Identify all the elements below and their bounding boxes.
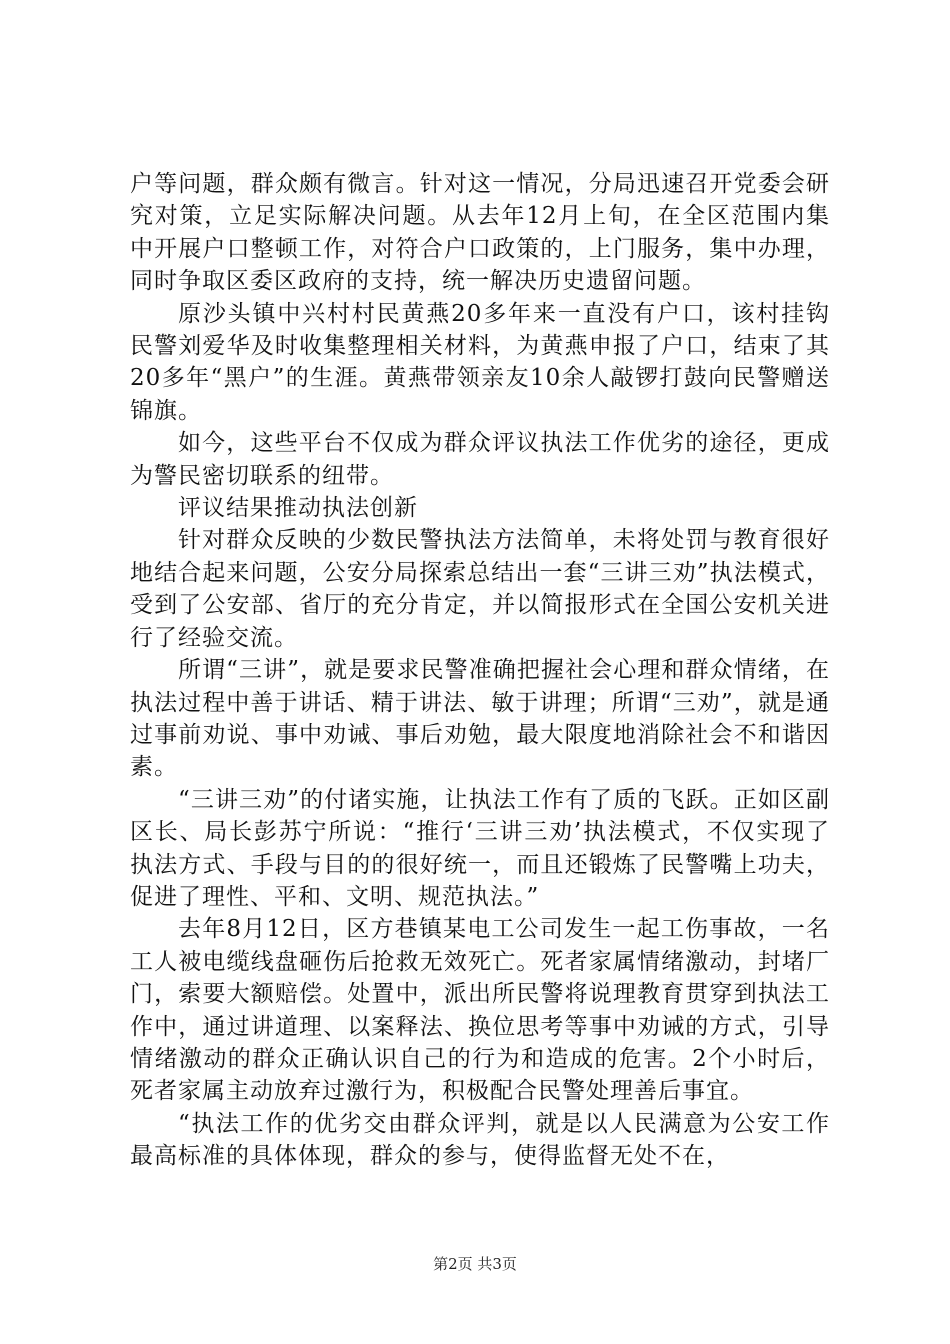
paragraph-industrial-accident: 去年8月12日，区方巷镇某电工公司发生一起工伤事故，一名工人被电缆线盘砸伤后抢救无效死亡。死者家属情绪激动，封堵厂门，索要大额赔偿。处置中，派出所民警将说理教育贯穿到执法工作中，通过讲道理、以案释法、换位思考等事中劝诫的方式，引导情绪激动的群众正确认识自己的行为和造成的危害。2个小时后，死者家属主动放弃过激行为，积极配合民警处理善后事宜。 xyxy=(130,916,830,1105)
paragraph-huang-yan-case: 原沙头镇中兴村村民黄燕20多年来一直没有户口，该村挂钩民警刘爱华及时收集整理相关材料，为黄燕申报了户口，结束了其20多年“黑户”的生涯。黄燕带领亲友10余人敲锣打鼓向民警赠送锦旗。 xyxy=(130,300,830,424)
paragraph-platforms: 如今，这些平台不仅成为群众评议执法工作优劣的途径，更成为警民密切联系的纽带。 xyxy=(130,430,830,489)
paragraph-closing-quote: “执法工作的优劣交由群众评判，就是以人民满意为公安工作最高标准的具体体现，群众的参与，使得监督无处不在， xyxy=(130,1110,830,1170)
paragraph-household-registration: 户等问题，群众颇有微言。针对这一情况，分局迅速召开党委会研究对策，立足实际解决问题。从去年12月上旬，在全区范围内集中开展户口整顿工作，对符合户口政策的，上门服务，集中办理，同时争取区委区政府的支持，统一解决历史遗留问题。 xyxy=(130,171,830,295)
paragraph-three-talks-definition: 所谓“三讲”，就是要求民警准确把握社会心理和群众情绪，在执法过程中善于讲话、精于讲法、敏于讲理；所谓“三劝”，就是通过事前劝说、事中劝诫、事后劝勉，最大限度地消除社会不和谐因素。 xyxy=(130,657,830,781)
paragraph-implementation-quote: “三讲三劝”的付诸实施，让执法工作有了质的飞跃。正如区副区长、局长彭苏宁所说：“推行‘三讲三劝’执法模式，不仅实现了执法方式、手段与目的的很好统一，而且还锻炼了民警嘴上功夫，促进了理性、平和、文明、规范执法。” xyxy=(130,786,830,910)
page-number-footer: 第2页 共3页 xyxy=(433,1255,517,1273)
paragraph-three-talks-model: 针对群众反映的少数民警执法方法简单，未将处罚与教育很好地结合起来问题，公安分局探索总结出一套“三讲三劝”执法模式，受到了公安部、省厅的充分肯定，并以简报形式在全国公安机关进行了经验交流。 xyxy=(130,527,830,651)
section-heading: 评议结果推动执法创新 xyxy=(178,495,418,522)
document-body xyxy=(130,168,830,1173)
